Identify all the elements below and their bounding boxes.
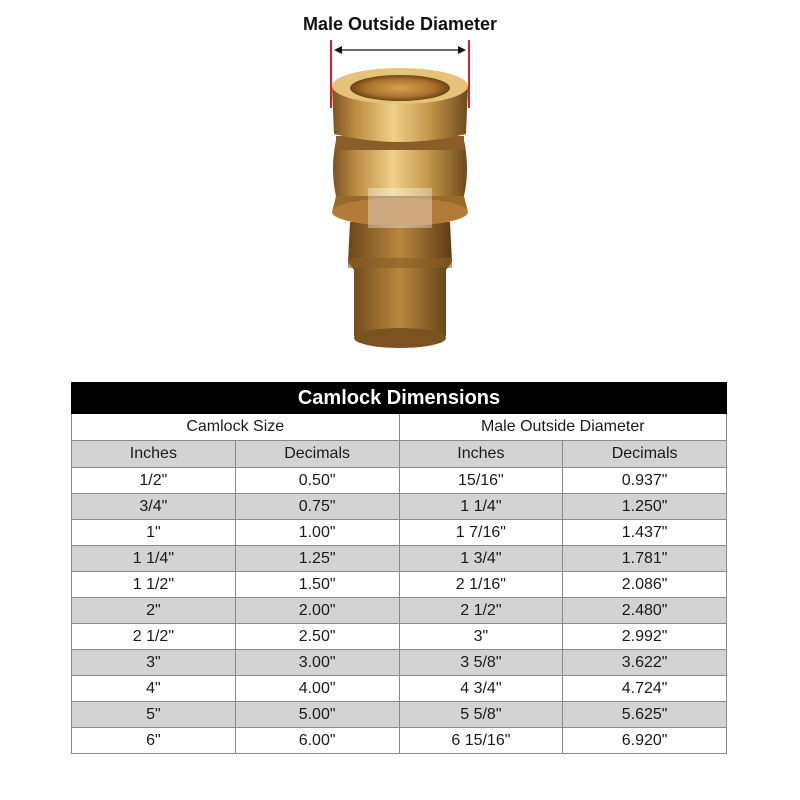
od-inches-cell: 3 5/8" <box>399 650 563 676</box>
camlock-dimensions-table <box>71 382 727 754</box>
size-decimals-cell: 2.00" <box>235 598 399 624</box>
od-inches-cell: 3" <box>399 624 563 650</box>
size-decimals-cell: 4.00" <box>235 676 399 702</box>
od-decimals-cell: 1.250" <box>563 494 727 520</box>
size-decimals-cell: 1.00" <box>235 520 399 546</box>
od-inches-cell: 1 7/16" <box>399 520 563 546</box>
subheader-size-inches: Inches <box>72 441 236 468</box>
table-row <box>72 572 727 598</box>
size-inches-cell: 3" <box>72 650 236 676</box>
table-row <box>72 728 727 754</box>
table-title: Camlock Dimensions <box>72 383 727 414</box>
size-decimals-cell: 5.00" <box>235 702 399 728</box>
table-row <box>72 650 727 676</box>
diameter-label: Male Outside Diameter <box>302 14 498 34</box>
size-inches-cell: 4" <box>72 676 236 702</box>
od-decimals-cell: 2.992" <box>563 624 727 650</box>
size-inches-cell: 1/2" <box>72 468 236 494</box>
table-row <box>72 676 727 702</box>
size-inches-cell: 5" <box>72 702 236 728</box>
size-inches-cell: 1 1/4" <box>72 546 236 572</box>
od-inches-cell: 5 5/8" <box>399 702 563 728</box>
size-inches-cell: 2 1/2" <box>72 624 236 650</box>
size-inches-cell: 1 1/2" <box>72 572 236 598</box>
table-row <box>72 624 727 650</box>
od-inches-cell: 1 3/4" <box>399 546 563 572</box>
od-inches-cell: 2 1/2" <box>399 598 563 624</box>
fitting-diagram <box>0 0 800 370</box>
group-header-camlock-size: Camlock Size <box>72 414 400 441</box>
od-decimals-cell: 1.781" <box>563 546 727 572</box>
od-inches-cell: 1 1/4" <box>399 494 563 520</box>
od-decimals-cell: 3.622" <box>563 650 727 676</box>
table-row <box>72 702 727 728</box>
table-row <box>72 546 727 572</box>
od-inches-cell: 6 15/16" <box>399 728 563 754</box>
size-decimals-cell: 0.50" <box>235 468 399 494</box>
od-inches-cell: 4 3/4" <box>399 676 563 702</box>
size-inches-cell: 2" <box>72 598 236 624</box>
camlock-fitting-image <box>0 0 800 370</box>
od-decimals-cell: 0.937" <box>563 468 727 494</box>
od-decimals-cell: 6.920" <box>563 728 727 754</box>
table-row <box>72 494 727 520</box>
subheader-od-inches: Inches <box>399 441 563 468</box>
size-decimals-cell: 1.25" <box>235 546 399 572</box>
od-decimals-cell: 2.480" <box>563 598 727 624</box>
table-row <box>72 520 727 546</box>
od-inches-cell: 15/16" <box>399 468 563 494</box>
group-header-male-od: Male Outside Diameter <box>399 414 727 441</box>
table-row <box>72 468 727 494</box>
size-inches-cell: 1" <box>72 520 236 546</box>
size-inches-cell: 6" <box>72 728 236 754</box>
size-decimals-cell: 6.00" <box>235 728 399 754</box>
od-decimals-cell: 4.724" <box>563 676 727 702</box>
od-decimals-cell: 1.437" <box>563 520 727 546</box>
size-decimals-cell: 2.50" <box>235 624 399 650</box>
od-decimals-cell: 5.625" <box>563 702 727 728</box>
size-inches-cell: 3/4" <box>72 494 236 520</box>
od-inches-cell: 2 1/16" <box>399 572 563 598</box>
size-decimals-cell: 1.50" <box>235 572 399 598</box>
subheader-size-decimals: Decimals <box>235 441 399 468</box>
size-decimals-cell: 3.00" <box>235 650 399 676</box>
subheader-od-decimals: Decimals <box>563 441 727 468</box>
od-decimals-cell: 2.086" <box>563 572 727 598</box>
size-decimals-cell: 0.75" <box>235 494 399 520</box>
table-row <box>72 598 727 624</box>
